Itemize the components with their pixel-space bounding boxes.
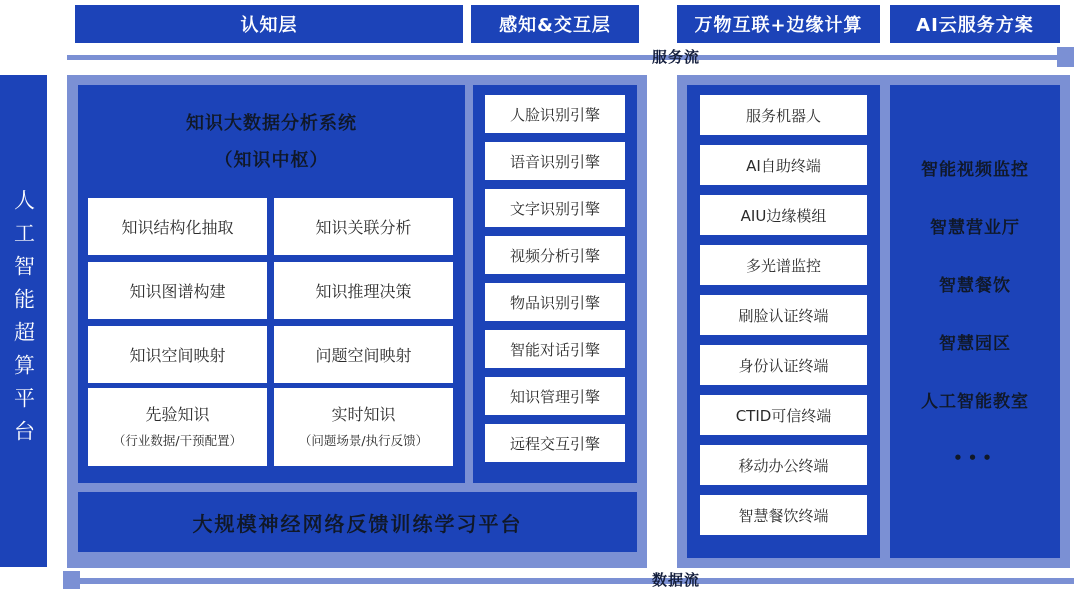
knowledge-capability-box: 知识关联分析 [274,198,453,255]
sidebar-label: 人工智能超算平台 [11,189,36,453]
device-box: AIU边缘模组 [700,195,867,235]
data-flow-line [80,578,1074,584]
iot-devices-panel [687,85,880,558]
cognition-perception-container [67,75,647,568]
device-box: 服务机器人 [700,95,867,135]
service-flow-label: 服务流 [651,48,700,66]
neural-network-training-bar [78,492,637,552]
device-box: 刷脸认证终端 [700,295,867,335]
header-ai-cloud-label: AI云服务方案 [916,15,1034,36]
device-box: 移动办公终端 [700,445,867,485]
knowledge-capability-box: 知识图谱构建 [88,262,267,319]
knowledge-capability-box: 知识结构化抽取 [88,198,267,255]
header-perception-label: 感知&交互层 [499,15,611,36]
header-ai-cloud-layer [890,5,1060,43]
device-box: 身份认证终端 [700,345,867,385]
header-iot-edge-label: 万物互联+边缘计算 [694,15,863,36]
prior-knowledge-title: 先验知识 [145,405,210,425]
device-box: AI自助终端 [700,145,867,185]
engine-box: 智能对话引擎 [485,330,625,368]
knowledge-capability-box: 问题空间映射 [274,326,453,383]
cloud-service-item: 智能视频监控 [921,160,1029,180]
cloud-service-item: 智慧营业厅 [930,218,1020,238]
prior-knowledge-subtitle: （行业数据/干预配置） [112,432,243,448]
ai-supercomputing-platform-sidebar [0,75,47,567]
realtime-knowledge-title: 实时知识 [331,405,396,425]
knowledge-system-title-line2: （知识中枢） [214,150,329,171]
engine-box: 文字识别引擎 [485,189,625,227]
prior-knowledge-box [88,388,267,466]
device-box: 多光谱监控 [700,245,867,285]
perception-engines-panel [473,85,637,483]
service-flow-arrow-cap [1057,47,1074,67]
engine-box: 视频分析引擎 [485,236,625,274]
knowledge-capability-box: 知识推理决策 [274,262,453,319]
cloud-service-item: 智慧餐饮 [939,276,1011,296]
cloud-service-item: 智慧园区 [939,334,1011,354]
iot-cloud-container [677,75,1070,568]
engine-box: 人脸识别引擎 [485,95,625,133]
cloud-service-item: 人工智能教室 [921,392,1029,412]
cloud-services-panel [890,85,1060,558]
training-bar-label: 大规模神经网络反馈训练学习平台 [192,511,523,536]
ellipsis-item: ••• [953,448,997,467]
header-perception-layer [471,5,639,43]
data-flow-cap [63,571,80,589]
realtime-knowledge-box [274,388,453,466]
data-flow-label: 数据流 [651,571,700,589]
header-iot-edge-layer [677,5,880,43]
realtime-knowledge-subtitle: （问题场景/执行反馈） [298,432,429,448]
knowledge-system-title-line1: 知识大数据分析系统 [186,113,357,134]
engine-box: 物品识别引擎 [485,283,625,321]
engine-box: 知识管理引擎 [485,377,625,415]
header-cognition-layer [75,5,463,43]
device-box: CTID可信终端 [700,395,867,435]
knowledge-capability-box: 知识空间映射 [88,326,267,383]
header-cognition-label: 认知层 [240,15,298,36]
engine-box: 远程交互引擎 [485,424,625,462]
device-box: 智慧餐饮终端 [700,495,867,535]
engine-box: 语音识别引擎 [485,142,625,180]
service-flow-line [67,55,1057,60]
knowledge-analysis-panel [78,85,465,483]
